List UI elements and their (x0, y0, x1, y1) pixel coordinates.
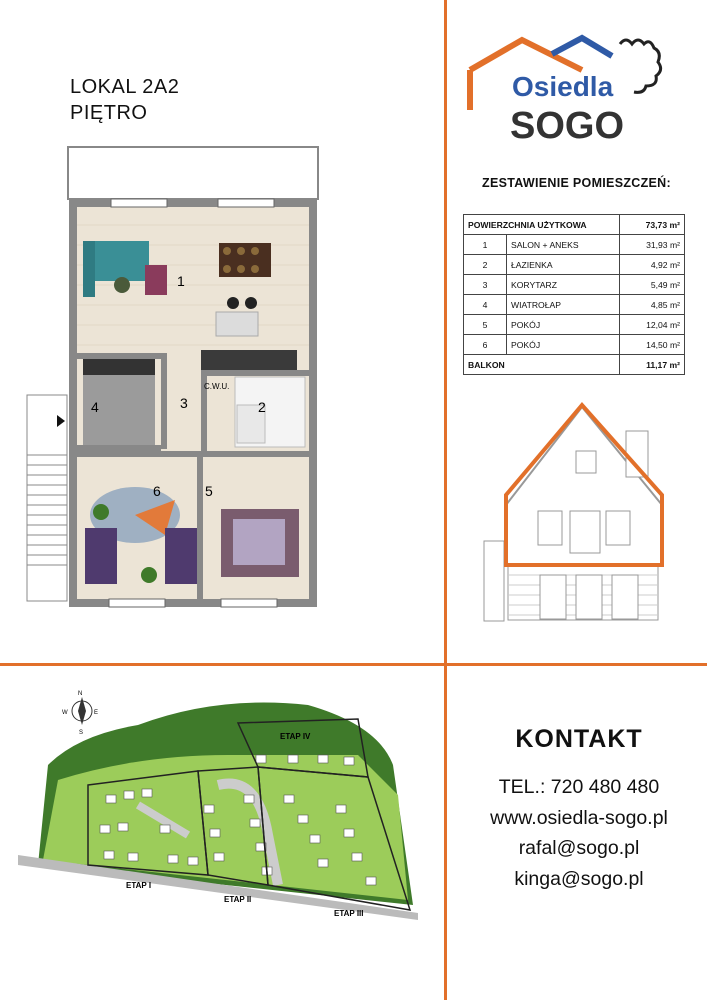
room-name: ŁAZIENKA (507, 255, 620, 275)
total-area-label: POWIERZCHNIA UŻYTKOWA (464, 215, 620, 235)
floor-plan (25, 145, 325, 615)
logo-line1: Osiedla (512, 71, 614, 102)
stage-label-4: ETAP IV (280, 732, 311, 741)
compass-w: W (62, 710, 68, 716)
room-area: 4,92 m² (620, 255, 685, 275)
room-name: WIATROŁAP (507, 295, 620, 315)
stage-label-3: ETAP III (334, 909, 364, 918)
compass-e: E (94, 710, 99, 716)
room-num: 6 (464, 335, 507, 355)
room-number-1: 1 (177, 273, 185, 289)
room-num: 1 (464, 235, 507, 255)
table-row (464, 235, 685, 255)
total-area-value: 73,73 m² (620, 215, 685, 235)
compass-n: N (78, 691, 83, 697)
table-row (464, 275, 685, 295)
building-elevation (480, 395, 680, 625)
balkon-value: 11,17 m² (620, 355, 685, 375)
table-row (464, 295, 685, 315)
room-area: 12,04 m² (620, 315, 685, 335)
contact-website[interactable]: www.osiedla-sogo.pl (490, 806, 668, 829)
compass-icon (62, 691, 98, 736)
room-name: KORYTARZ (507, 275, 620, 295)
table-row (464, 355, 685, 375)
unit-heading (70, 74, 179, 126)
room-area: 31,93 m² (620, 235, 685, 255)
room-num: 5 (464, 315, 507, 335)
room-num: 3 (464, 275, 507, 295)
room-num: 4 (464, 295, 507, 315)
room-number-5: 5 (205, 483, 213, 499)
balkon-label: BALKON (464, 355, 620, 375)
room-name: POKÓJ (507, 315, 620, 335)
divider-horizontal (0, 663, 707, 666)
compass-s: S (79, 730, 84, 736)
stage-label-1: ETAP I (126, 881, 152, 890)
contact-section (454, 725, 704, 894)
contact-email-rafal[interactable]: rafal@sogo.pl (518, 837, 640, 859)
room-num: 2 (464, 255, 507, 275)
room-number-6: 6 (153, 483, 161, 499)
sogo-logo (462, 30, 692, 155)
rooms-table-heading: ZESTAWIENIE POMIESZCZEŃ: (482, 176, 671, 190)
room-name: POKÓJ (507, 335, 620, 355)
cwu-label: C.W.U. (204, 382, 230, 391)
room-number-2: 2 (258, 399, 266, 415)
contact-phone[interactable]: TEL.: 720 480 480 (498, 776, 660, 798)
table-row (464, 335, 685, 355)
room-name: SALON + ANEKS (507, 235, 620, 255)
stage-label-2: ETAP II (224, 895, 252, 904)
room-area: 4,85 m² (620, 295, 685, 315)
contact-heading: KONTAKT (515, 725, 643, 753)
table-row (464, 315, 685, 335)
table-row (464, 215, 685, 235)
unit-floor: PIĘTRO (70, 102, 148, 124)
logo-line2: SOGO (510, 105, 625, 147)
room-area: 5,49 m² (620, 275, 685, 295)
contact-email-kinga[interactable]: kinga@sogo.pl (514, 867, 644, 890)
rooms-table (463, 214, 685, 375)
divider-vertical (444, 0, 447, 1000)
unit-title: LOKAL 2A2 (70, 76, 180, 98)
room-number-4: 4 (91, 399, 99, 415)
site-map (18, 685, 423, 920)
table-row (464, 255, 685, 275)
room-area: 14,50 m² (620, 335, 685, 355)
room-number-3: 3 (180, 395, 188, 411)
